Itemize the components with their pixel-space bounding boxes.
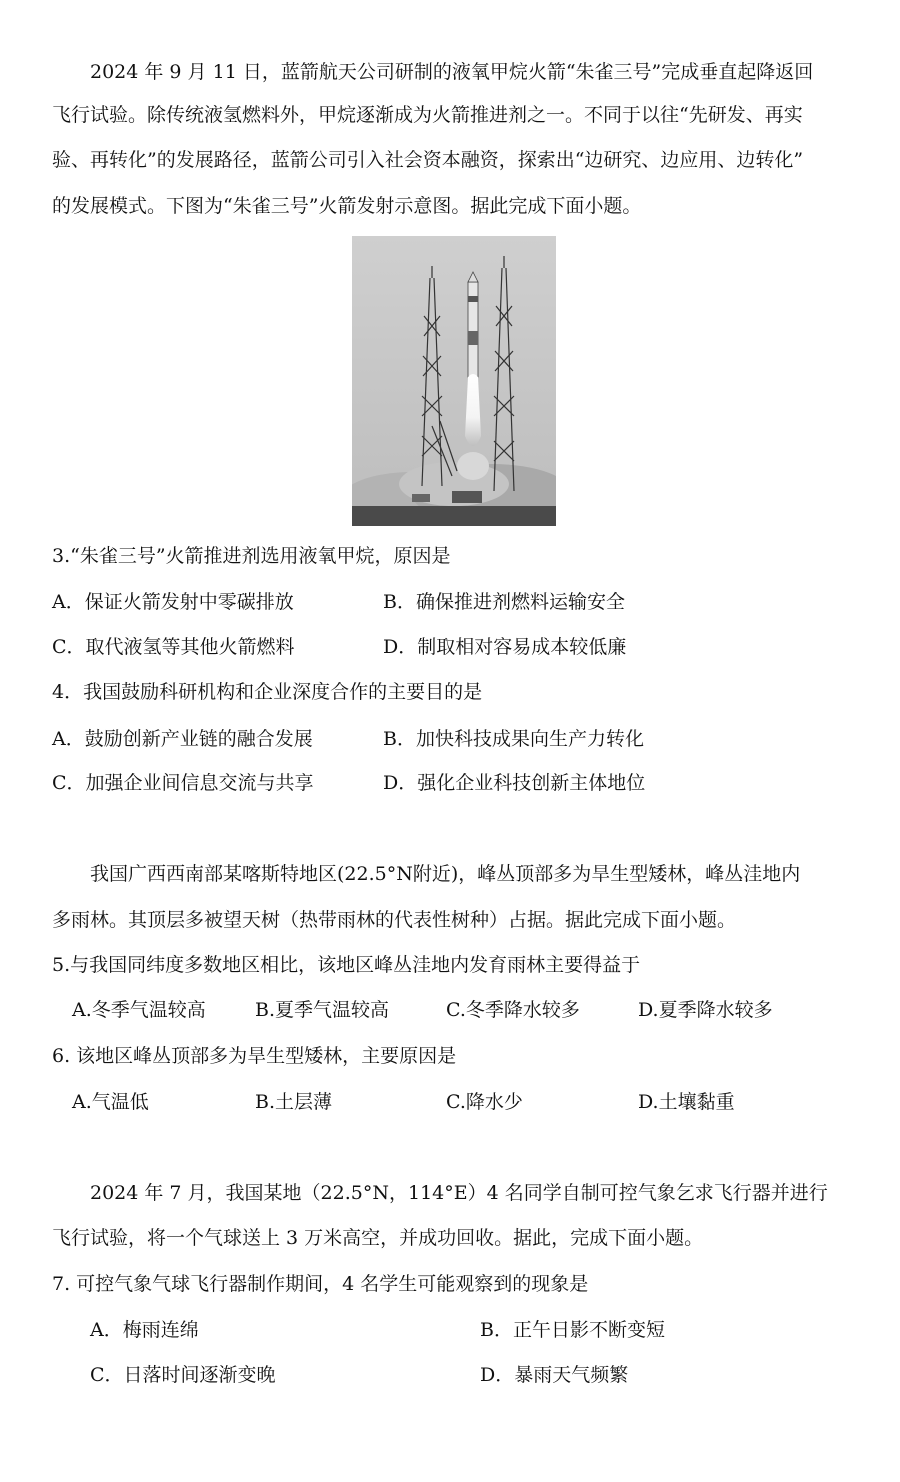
question-5-option-d[interactable]: D.夏季降水较多 bbox=[638, 999, 773, 1021]
passage3-line-2: 飞行试验，将一个气球送上 3 万米高空，并成功回收。据此，完成下面小题。 bbox=[52, 1227, 704, 1249]
rocket-launch-illustration bbox=[352, 236, 556, 526]
question-5-option-a[interactable]: A.冬季气温较高 bbox=[72, 999, 206, 1021]
passage1-line-2: 飞行试验。除传统液氢燃料外，甲烷逐渐成为火箭推进剂之一。不同于以往“先研发、再实 bbox=[52, 104, 803, 126]
question-4-stem: 4．我国鼓励科研机构和企业深度合作的主要目的是 bbox=[52, 681, 483, 703]
question-3-option-b[interactable]: B．确保推进剂燃料运输安全 bbox=[383, 591, 625, 613]
question-4-option-b[interactable]: B．加快科技成果向生产力转化 bbox=[383, 728, 644, 750]
passage1-line-3: 验、再转化”的发展路径，蓝箭公司引入社会资本融资，探索出“边研究、边应用、边转化” bbox=[52, 149, 804, 171]
question-5-option-b[interactable]: B.夏季气温较高 bbox=[255, 999, 390, 1021]
question-4-option-a[interactable]: A．鼓励创新产业链的融合发展 bbox=[52, 728, 313, 750]
question-3-option-c[interactable]: C．取代液氢等其他火箭燃料 bbox=[52, 636, 295, 658]
question-7-option-a[interactable]: A．梅雨连绵 bbox=[90, 1319, 199, 1341]
question-7-stem: 7. 可控气象气球飞行器制作期间，4 名学生可能观察到的现象是 bbox=[52, 1273, 589, 1295]
passage2-line-2: 多雨林。其顶层多被望天树（热带雨林的代表性树种）占据。据此完成下面小题。 bbox=[52, 909, 737, 931]
question-7-option-b[interactable]: B．正午日影不断变短 bbox=[480, 1319, 665, 1341]
question-6-option-c[interactable]: C.降水少 bbox=[446, 1091, 523, 1113]
question-6-option-a[interactable]: A.气温低 bbox=[72, 1091, 149, 1113]
question-4-option-c[interactable]: C．加强企业间信息交流与共享 bbox=[52, 772, 314, 794]
passage1-line-1: 2024 年 9 月 11 日，蓝箭航天公司研制的液氧甲烷火箭“朱雀三号”完成垂直起降返回 bbox=[90, 61, 814, 83]
question-6-stem: 6. 该地区峰丛顶部多为旱生型矮林，主要原因是 bbox=[52, 1045, 457, 1067]
question-7-option-d[interactable]: D．暴雨天气频繁 bbox=[480, 1364, 629, 1386]
question-6-option-b[interactable]: B.土层薄 bbox=[255, 1091, 333, 1113]
passage1-line-4: 的发展模式。下图为“朱雀三号”火箭发射示意图。据此完成下面小题。 bbox=[52, 195, 642, 217]
question-3-stem: 3.“朱雀三号”火箭推进剂选用液氧甲烷，原因是 bbox=[52, 545, 451, 567]
passage3-line-1: 2024 年 7 月，我国某地（22.5°N，114°E）4 名同学自制可控气象乞求飞行器并进行 bbox=[90, 1182, 828, 1204]
question-3-option-d[interactable]: D．制取相对容易成本较低廉 bbox=[383, 636, 627, 658]
question-6-option-d[interactable]: D.土壤黏重 bbox=[638, 1091, 735, 1113]
question-7-option-c[interactable]: C．日落时间逐渐变晚 bbox=[90, 1364, 276, 1386]
passage2-line-1: 我国广西西南部某喀斯特地区(22.5°N附近)，峰丛顶部多为旱生型矮林，峰丛洼地内 bbox=[90, 863, 801, 885]
rocket-launch-photo bbox=[352, 236, 556, 526]
question-4-option-d[interactable]: D．强化企业科技创新主体地位 bbox=[383, 772, 646, 794]
question-5-stem: 5.与我国同纬度多数地区相比，该地区峰丛洼地内发育雨林主要得益于 bbox=[52, 954, 641, 976]
question-5-option-c[interactable]: C.冬季降水较多 bbox=[446, 999, 580, 1021]
question-3-option-a[interactable]: A．保证火箭发射中零碳排放 bbox=[52, 591, 294, 613]
